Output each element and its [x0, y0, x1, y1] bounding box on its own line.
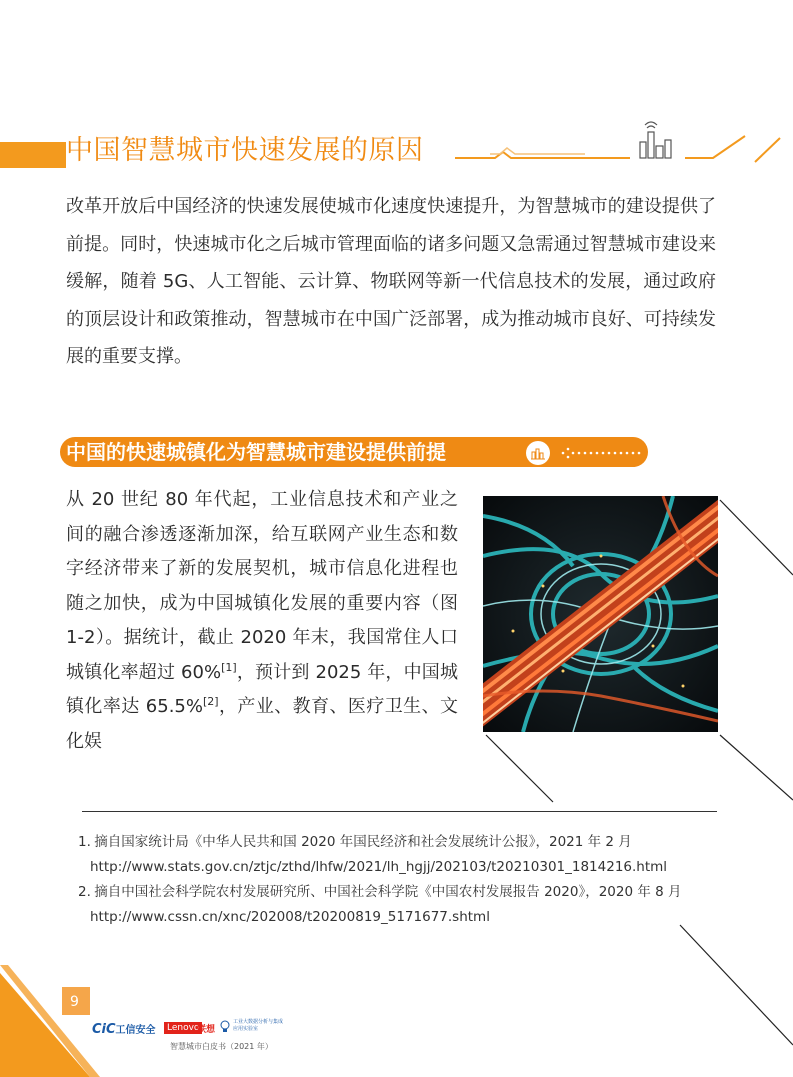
lab-emblem-icon — [220, 1020, 230, 1032]
city-badge-icon — [526, 441, 550, 465]
section1-paragraph: 改革开放后中国经济的快速发展使城市化速度快速提升，为智慧城市的建设提供了前提。同时，快速城市化之后城市管理面临的诸多问题又急需通过智慧城市建设来缓解，随着 5G、人工智能、云计算、物联网等新一代信息技术的发展，通过政府的顶层设计和政策推动，智慧城市在中国广泛部署，成为推动城市良好、可持续发展的重要支撑。 — [66, 196, 716, 367]
footnote-2-link[interactable]: http://www.cssn.cn/xnc/202008/t20200819_5171677.shtml — [90, 909, 490, 925]
section2-paragraph — [66, 483, 458, 759]
page-number: 9 — [70, 994, 79, 1010]
lenovo-cn-logo: 联想 — [197, 1025, 216, 1035]
city-skyline-icon — [455, 118, 785, 178]
footnote-2: 2. 摘自中国社会科学院农村发展研究所、中国社会科学院《中国农村发展报告 2020》，2020 年 8 月 — [78, 884, 682, 900]
footer-caption: 智慧城市白皮书（2021 年） — [170, 1042, 273, 1051]
footnotes — [78, 830, 728, 930]
cic-logo: CiC工信安全 — [92, 1022, 156, 1037]
section-heading-accent-bar — [0, 142, 66, 168]
paragraph-text: 从 20 世纪 80 年代起，工业信息技术和产业之间的融合渗透逐渐加深，给互联网产业生态和数字经济带来了新的发展契机，城市信息化进程也随之加快，成为中国城镇化发展的重要内容（图 1-2）。据统计，截止 2020 年末，我国常住人口城镇化率超过 60% — [66, 489, 458, 683]
citation-1[interactable]: [1] — [221, 660, 237, 674]
section-title: 中国智慧城市快速发展的原因 — [66, 135, 424, 166]
footnote-1: 1. 摘自国家统计局《中华人民共和国 2020 年国民经济和社会发展统计公报》，2021 年 2 月 — [78, 834, 632, 850]
dotted-arrow-icon — [560, 446, 645, 460]
highway-interchange-photo — [483, 496, 718, 732]
citation-2[interactable]: [2] — [203, 695, 219, 708]
subsection-title: 中国的快速城镇化为智慧城市建设提供前提 — [66, 440, 446, 464]
lenovo-logo: Lenovo — [164, 1022, 202, 1034]
lab-logo-text: 工业大数据分析与集成应用实验室 — [233, 1019, 284, 1032]
footnote-divider — [82, 811, 717, 812]
footnote-1-link[interactable]: http://www.stats.gov.cn/ztjc/zthd/lhfw/2021/lh_hgjj/202103/t20210301_1814216.html — [90, 859, 668, 875]
paragraph-text: ，产业、教育、医疗卫生、文化娱 — [66, 696, 459, 752]
paragraph-text: ，预计到 2025 年，中国城镇化率达 65.5% — [66, 661, 458, 717]
